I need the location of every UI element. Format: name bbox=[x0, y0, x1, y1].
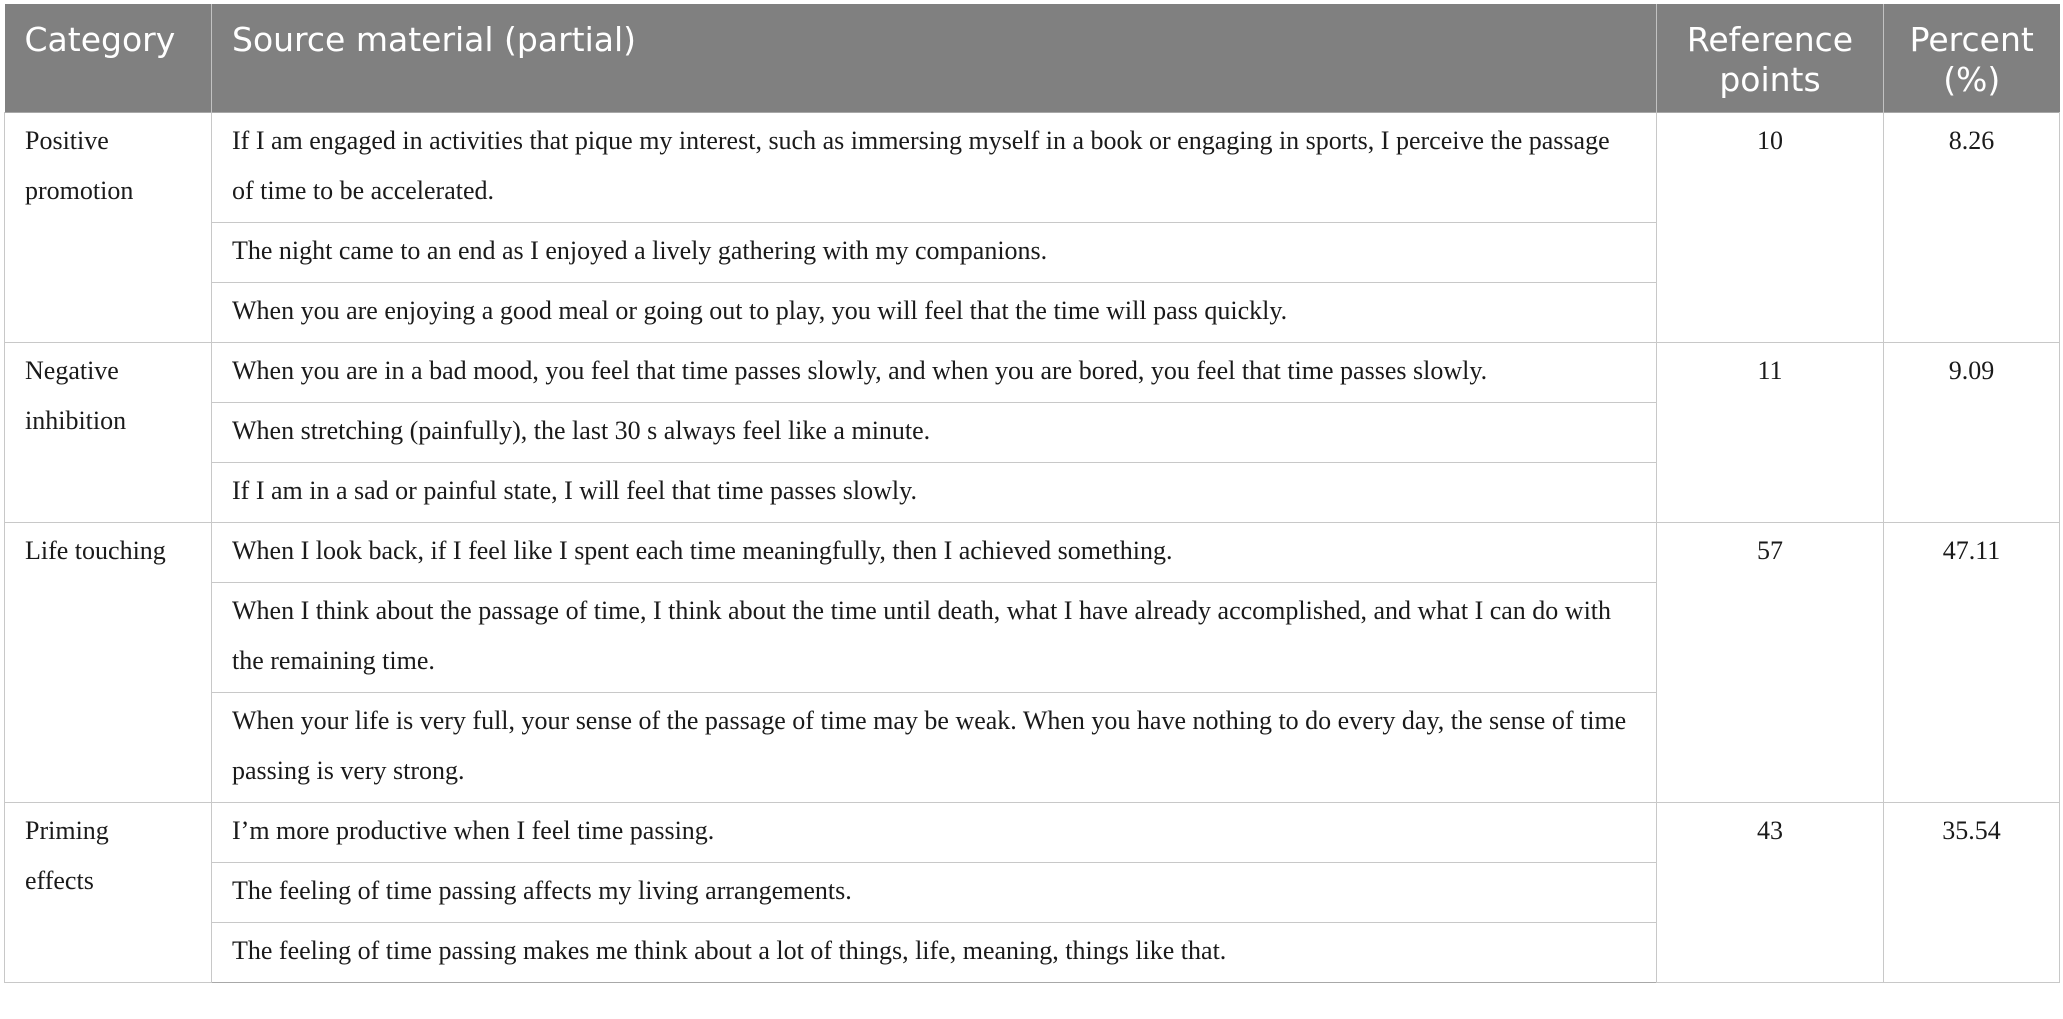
header-percent-line1: Percent bbox=[1909, 20, 2034, 59]
header-row bbox=[5, 4, 2060, 113]
category-cell bbox=[5, 343, 212, 523]
source-material-cell: The feeling of time passing affects my living arrangements. bbox=[212, 863, 1657, 923]
category-cell bbox=[5, 113, 212, 343]
table-row bbox=[5, 113, 2060, 223]
header-category: Category bbox=[5, 4, 212, 113]
category-line2: effects bbox=[25, 866, 94, 895]
source-material-cell: I’m more productive when I feel time passing. bbox=[212, 803, 1657, 863]
table-row bbox=[5, 803, 2060, 863]
source-material-cell: When you are in a bad mood, you feel that time passes slowly, and when you are bored, you feel that time passes slowly. bbox=[212, 343, 1657, 403]
source-material-cell: The night came to an end as I enjoyed a lively gathering with my companions. bbox=[212, 223, 1657, 283]
source-material-cell: If I am in a sad or painful state, I will feel that time passes slowly. bbox=[212, 463, 1657, 523]
header-reference-line2: points bbox=[1719, 60, 1821, 99]
reference-points-cell: 11 bbox=[1657, 343, 1884, 523]
source-material-cell: The feeling of time passing makes me think about a lot of things, life, meaning, things like that. bbox=[212, 923, 1657, 983]
category-cell bbox=[5, 803, 212, 983]
category-line1: Positive bbox=[25, 126, 109, 155]
header-percent-line2: (%) bbox=[1943, 60, 2001, 99]
header-reference-line1: Reference bbox=[1686, 20, 1854, 59]
header-reference-points bbox=[1657, 4, 1884, 113]
category-table bbox=[4, 4, 2060, 983]
table-row bbox=[5, 343, 2060, 403]
source-material-cell: When I think about the passage of time, I think about the time until death, what I have already accomplished, and what I can do with the remaining time. bbox=[212, 583, 1657, 693]
category-line1: Life touching bbox=[25, 536, 166, 565]
percent-cell: 35.54 bbox=[1884, 803, 2060, 983]
reference-points-cell: 57 bbox=[1657, 523, 1884, 803]
reference-points-cell: 43 bbox=[1657, 803, 1884, 983]
percent-cell: 47.11 bbox=[1884, 523, 2060, 803]
source-material-cell: If I am engaged in activities that pique my interest, such as immersing myself in a book or engaging in sports, I perceive the passage of time to be accelerated. bbox=[212, 113, 1657, 223]
percent-cell: 9.09 bbox=[1884, 343, 2060, 523]
header-percent bbox=[1884, 4, 2060, 113]
category-line2: promotion bbox=[25, 176, 134, 205]
category-cell bbox=[5, 523, 212, 803]
category-line2: inhibition bbox=[25, 406, 127, 435]
header-source-material: Source material (partial) bbox=[212, 4, 1657, 113]
source-material-cell: When stretching (painfully), the last 30 s always feel like a minute. bbox=[212, 403, 1657, 463]
category-line1: Negative bbox=[25, 356, 119, 385]
reference-points-cell: 10 bbox=[1657, 113, 1884, 343]
source-material-cell: When your life is very full, your sense of the passage of time may be weak. When you have nothing to do every day, the sense of time passing is very strong. bbox=[212, 693, 1657, 803]
percent-cell: 8.26 bbox=[1884, 113, 2060, 343]
source-material-cell: When I look back, if I feel like I spent each time meaningfully, then I achieved something. bbox=[212, 523, 1657, 583]
table-row bbox=[5, 523, 2060, 583]
source-material-cell: When you are enjoying a good meal or going out to play, you will feel that the time will pass quickly. bbox=[212, 283, 1657, 343]
category-line1: Priming bbox=[25, 816, 109, 845]
